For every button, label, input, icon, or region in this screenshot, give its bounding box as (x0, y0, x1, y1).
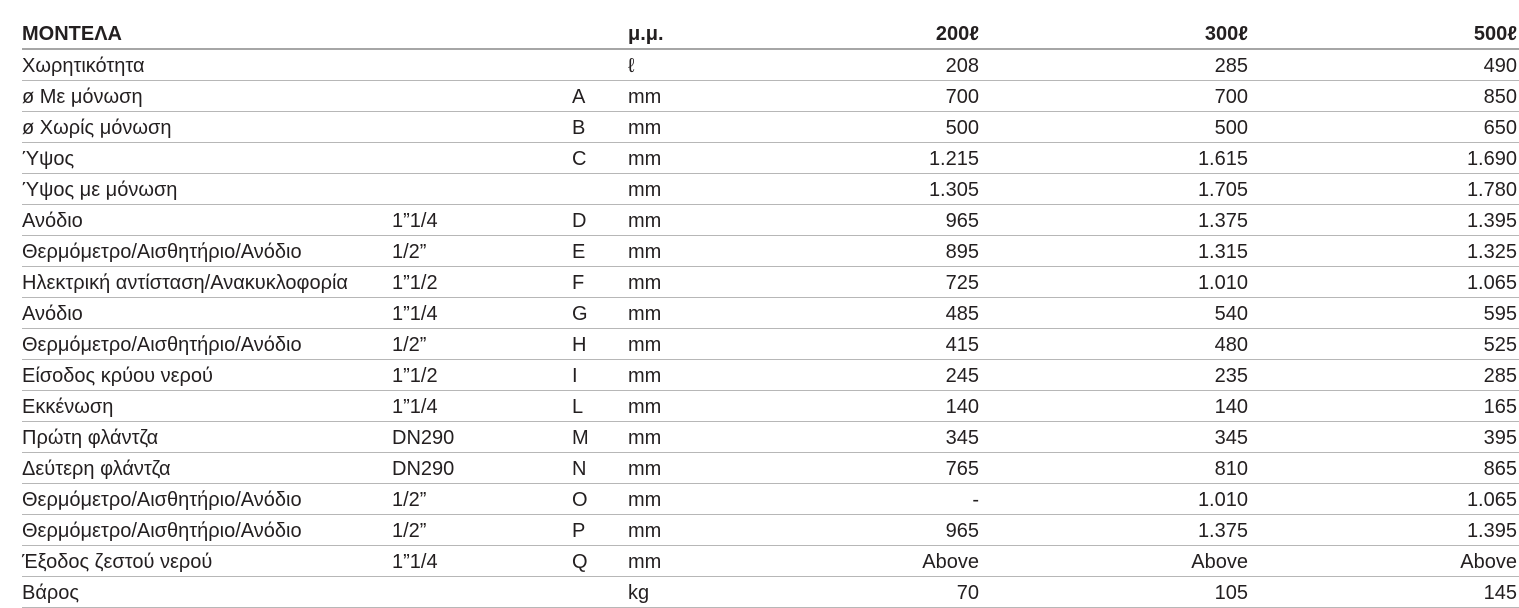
row-name: Θερμόμετρο/Αισθητήριο/Ανόδιο (22, 484, 392, 515)
row-value-200: 70 (728, 577, 981, 608)
row-value-200: - (728, 484, 981, 515)
row-value-500: 165 (1250, 391, 1519, 422)
table-row (22, 298, 1519, 329)
row-value-500: 1.395 (1250, 515, 1519, 546)
table-row (22, 360, 1519, 391)
row-connection: 1/2” (392, 236, 572, 267)
model-heading-200: 200ℓ (728, 20, 981, 49)
row-name: Ανόδιο (22, 298, 392, 329)
row-unit: mm (628, 236, 728, 267)
row-connection: 1/2” (392, 515, 572, 546)
row-name: Χωρητικότητα (22, 49, 392, 81)
row-connection: 1”1/4 (392, 391, 572, 422)
row-value-200: 485 (728, 298, 981, 329)
models-heading: ΜΟΝΤΕΛΑ (22, 20, 392, 49)
row-connection: 1”1/2 (392, 360, 572, 391)
row-unit: mm (628, 267, 728, 298)
row-value-300: 345 (981, 422, 1250, 453)
row-dimension-letter (572, 49, 628, 81)
row-value-300: Above (981, 546, 1250, 577)
row-name: Θερμόμετρο/Αισθητήριο/Ανόδιο (22, 236, 392, 267)
table-row (22, 391, 1519, 422)
row-dimension-letter: G (572, 298, 628, 329)
row-value-500: 850 (1250, 81, 1519, 112)
row-value-300: 1.705 (981, 174, 1250, 205)
table-row (22, 329, 1519, 360)
row-dimension-letter: M (572, 422, 628, 453)
table-row (22, 205, 1519, 236)
row-value-200: 208 (728, 49, 981, 81)
row-connection: 1”1/4 (392, 298, 572, 329)
row-unit: mm (628, 360, 728, 391)
row-dimension-letter: Q (572, 546, 628, 577)
table-row (22, 143, 1519, 174)
row-value-300: 1.375 (981, 205, 1250, 236)
row-connection: 1/2” (392, 329, 572, 360)
row-value-200: 1.215 (728, 143, 981, 174)
row-unit: mm (628, 453, 728, 484)
row-value-300: 1.010 (981, 267, 1250, 298)
row-value-200: 245 (728, 360, 981, 391)
table-row (22, 174, 1519, 205)
table-header (22, 20, 1519, 49)
row-unit: mm (628, 81, 728, 112)
row-unit: mm (628, 484, 728, 515)
row-connection (392, 143, 572, 174)
row-value-300: 1.010 (981, 484, 1250, 515)
row-value-300: 700 (981, 81, 1250, 112)
row-value-500: 1.325 (1250, 236, 1519, 267)
letter-heading (572, 20, 628, 49)
row-value-500: 650 (1250, 112, 1519, 143)
row-value-300: 1.375 (981, 515, 1250, 546)
connection-heading (392, 20, 572, 49)
row-name: Ηλεκτρική αντίσταση/Ανακυκλοφορία (22, 267, 392, 298)
row-connection (392, 577, 572, 608)
row-name: Έξοδος ζεστού νερού (22, 546, 392, 577)
row-value-200: 415 (728, 329, 981, 360)
row-dimension-letter: F (572, 267, 628, 298)
table-row (22, 49, 1519, 81)
row-value-500: 1.780 (1250, 174, 1519, 205)
unit-heading: μ.μ. (628, 20, 728, 49)
row-unit: mm (628, 174, 728, 205)
row-value-200: 140 (728, 391, 981, 422)
row-dimension-letter: A (572, 81, 628, 112)
row-unit: mm (628, 205, 728, 236)
row-value-500: 1.690 (1250, 143, 1519, 174)
row-name: Δεύτερη φλάντζα (22, 453, 392, 484)
specifications-table (22, 20, 1519, 608)
row-value-500: 1.065 (1250, 484, 1519, 515)
row-value-200: 500 (728, 112, 981, 143)
row-unit: mm (628, 143, 728, 174)
row-dimension-letter (572, 577, 628, 608)
row-value-500: 525 (1250, 329, 1519, 360)
row-value-200: 965 (728, 515, 981, 546)
row-dimension-letter: I (572, 360, 628, 391)
row-unit: mm (628, 546, 728, 577)
row-value-200: 765 (728, 453, 981, 484)
row-dimension-letter: L (572, 391, 628, 422)
row-value-300: 235 (981, 360, 1250, 391)
table-row (22, 515, 1519, 546)
row-dimension-letter: P (572, 515, 628, 546)
row-unit: mm (628, 112, 728, 143)
row-value-300: 480 (981, 329, 1250, 360)
row-connection: DN290 (392, 422, 572, 453)
row-name: Βάρος (22, 577, 392, 608)
header-row (22, 20, 1519, 49)
table-body (22, 49, 1519, 608)
row-connection (392, 112, 572, 143)
model-heading-300: 300ℓ (981, 20, 1250, 49)
row-name: Πρώτη φλάντζα (22, 422, 392, 453)
row-name: Θερμόμετρο/Αισθητήριο/Ανόδιο (22, 515, 392, 546)
row-value-200: 725 (728, 267, 981, 298)
row-value-300: 140 (981, 391, 1250, 422)
row-value-300: 285 (981, 49, 1250, 81)
table-row (22, 81, 1519, 112)
row-connection (392, 174, 572, 205)
row-value-200: 1.305 (728, 174, 981, 205)
row-unit: ℓ (628, 49, 728, 81)
row-value-500: Above (1250, 546, 1519, 577)
row-dimension-letter: N (572, 453, 628, 484)
row-value-200: 345 (728, 422, 981, 453)
row-value-200: 965 (728, 205, 981, 236)
row-value-300: 500 (981, 112, 1250, 143)
row-dimension-letter: B (572, 112, 628, 143)
table-row (22, 577, 1519, 608)
row-value-500: 395 (1250, 422, 1519, 453)
table-row (22, 112, 1519, 143)
row-name: Είσοδος κρύου νερού (22, 360, 392, 391)
row-unit: mm (628, 298, 728, 329)
row-value-200: Above (728, 546, 981, 577)
row-value-200: 700 (728, 81, 981, 112)
row-value-500: 1.395 (1250, 205, 1519, 236)
row-value-500: 490 (1250, 49, 1519, 81)
row-connection: 1”1/2 (392, 267, 572, 298)
row-connection (392, 49, 572, 81)
row-name: Θερμόμετρο/Αισθητήριο/Ανόδιο (22, 329, 392, 360)
row-value-500: 145 (1250, 577, 1519, 608)
row-connection: 1”1/4 (392, 546, 572, 577)
row-connection: 1/2” (392, 484, 572, 515)
row-unit: mm (628, 515, 728, 546)
row-value-500: 595 (1250, 298, 1519, 329)
row-name: ø Με μόνωση (22, 81, 392, 112)
row-value-500: 865 (1250, 453, 1519, 484)
row-value-500: 285 (1250, 360, 1519, 391)
table-row (22, 422, 1519, 453)
row-dimension-letter: O (572, 484, 628, 515)
table-row (22, 484, 1519, 515)
row-value-500: 1.065 (1250, 267, 1519, 298)
row-name: ø Χωρίς μόνωση (22, 112, 392, 143)
row-value-300: 540 (981, 298, 1250, 329)
row-name: Ανόδιο (22, 205, 392, 236)
row-value-300: 1.315 (981, 236, 1250, 267)
row-value-200: 895 (728, 236, 981, 267)
row-unit: mm (628, 422, 728, 453)
table-row (22, 267, 1519, 298)
row-dimension-letter: H (572, 329, 628, 360)
row-value-300: 810 (981, 453, 1250, 484)
row-unit: mm (628, 329, 728, 360)
row-dimension-letter: C (572, 143, 628, 174)
row-connection (392, 81, 572, 112)
row-unit: mm (628, 391, 728, 422)
row-unit: kg (628, 577, 728, 608)
table-row (22, 453, 1519, 484)
model-heading-500: 500ℓ (1250, 20, 1519, 49)
row-dimension-letter: E (572, 236, 628, 267)
row-dimension-letter: D (572, 205, 628, 236)
row-value-300: 105 (981, 577, 1250, 608)
row-dimension-letter (572, 174, 628, 205)
row-connection: DN290 (392, 453, 572, 484)
row-name: Εκκένωση (22, 391, 392, 422)
row-value-300: 1.615 (981, 143, 1250, 174)
row-name: Ύψος με μόνωση (22, 174, 392, 205)
table-row (22, 236, 1519, 267)
table-row (22, 546, 1519, 577)
row-name: Ύψος (22, 143, 392, 174)
row-connection: 1”1/4 (392, 205, 572, 236)
